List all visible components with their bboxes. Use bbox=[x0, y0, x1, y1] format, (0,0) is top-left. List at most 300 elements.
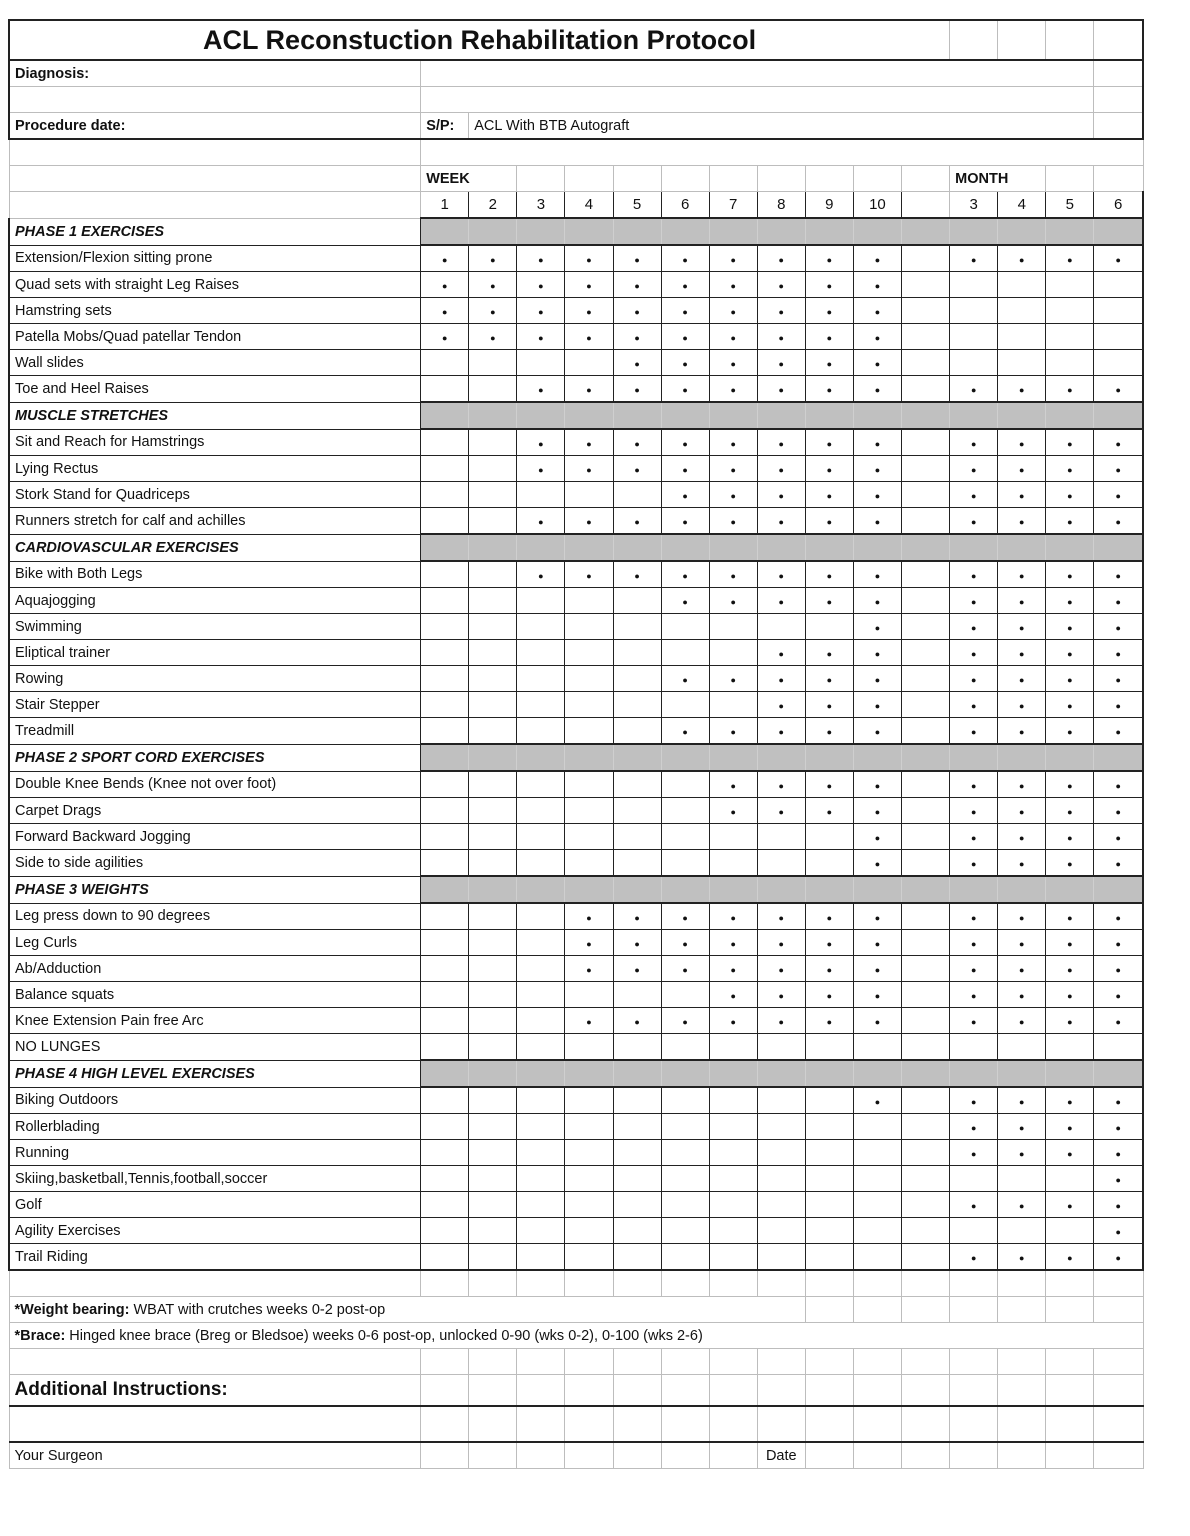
scheduled-dot-icon bbox=[1046, 245, 1094, 272]
scheduled-dot-icon bbox=[853, 324, 901, 350]
exercise-row bbox=[9, 850, 1143, 877]
column-gap bbox=[901, 192, 949, 219]
column-gap bbox=[901, 982, 949, 1008]
scheduled-dot-icon bbox=[613, 1008, 661, 1034]
sp-value[interactable]: ACL With BTB Autograft bbox=[469, 113, 1094, 140]
section-shade bbox=[1094, 1060, 1143, 1087]
scheduled-dot-icon bbox=[853, 930, 901, 956]
scheduled-dot-icon bbox=[950, 561, 998, 588]
column-gap bbox=[901, 508, 949, 535]
scheduled-dot-icon bbox=[1094, 1192, 1143, 1218]
empty-cell bbox=[853, 1218, 901, 1244]
scheduled-dot-icon bbox=[613, 429, 661, 456]
section-shade bbox=[901, 876, 949, 903]
section-title: CARDIOVASCULAR EXERCISES bbox=[9, 534, 421, 561]
scheduled-dot-icon bbox=[661, 1008, 709, 1034]
column-gap bbox=[901, 1087, 949, 1114]
empty-cell bbox=[469, 614, 517, 640]
scheduled-dot-icon bbox=[757, 903, 805, 930]
section-shade bbox=[998, 876, 1046, 903]
scheduled-dot-icon bbox=[950, 614, 998, 640]
protocol-sheet bbox=[8, 19, 1144, 1469]
exercise-label: Extension/Flexion sitting prone bbox=[9, 245, 421, 272]
scheduled-dot-icon bbox=[805, 956, 853, 982]
scheduled-dot-icon bbox=[1094, 771, 1143, 798]
empty-cell bbox=[421, 692, 469, 718]
scheduled-dot-icon bbox=[805, 798, 853, 824]
scheduled-dot-icon bbox=[1094, 429, 1143, 456]
scheduled-dot-icon bbox=[805, 930, 853, 956]
empty-cell bbox=[613, 1218, 661, 1244]
scheduled-dot-icon bbox=[853, 245, 901, 272]
exercise-label: Trail Riding bbox=[9, 1244, 421, 1271]
empty-cell bbox=[469, 508, 517, 535]
scheduled-dot-icon bbox=[661, 272, 709, 298]
column-gap bbox=[901, 718, 949, 745]
section-shade bbox=[661, 218, 709, 245]
exercise-label: Rowing bbox=[9, 666, 421, 692]
scheduled-dot-icon bbox=[805, 588, 853, 614]
empty-cell bbox=[950, 298, 998, 324]
empty-cell bbox=[421, 588, 469, 614]
exercise-row bbox=[9, 376, 1143, 403]
diagnosis-label: Diagnosis: bbox=[9, 60, 421, 87]
empty-cell bbox=[950, 350, 998, 376]
scheduled-dot-icon bbox=[998, 824, 1046, 850]
scheduled-dot-icon bbox=[950, 456, 998, 482]
exercise-label: Ab/Adduction bbox=[9, 956, 421, 982]
scheduled-dot-icon bbox=[709, 718, 757, 745]
section-shade bbox=[613, 218, 661, 245]
exercise-row bbox=[9, 614, 1143, 640]
empty-cell bbox=[661, 1192, 709, 1218]
scheduled-dot-icon bbox=[950, 824, 998, 850]
empty-cell bbox=[421, 482, 469, 508]
scheduled-dot-icon bbox=[998, 771, 1046, 798]
scheduled-dot-icon bbox=[950, 508, 998, 535]
scheduled-dot-icon bbox=[517, 245, 565, 272]
additional-instructions-field[interactable] bbox=[9, 1406, 421, 1442]
exercise-row bbox=[9, 350, 1143, 376]
section-shade bbox=[469, 402, 517, 429]
scheduled-dot-icon bbox=[421, 298, 469, 324]
scheduled-dot-icon bbox=[805, 666, 853, 692]
empty-cell bbox=[565, 982, 613, 1008]
column-gap bbox=[901, 1114, 949, 1140]
section-shade bbox=[469, 876, 517, 903]
section-shade bbox=[469, 534, 517, 561]
column-gap bbox=[901, 1218, 949, 1244]
exercise-label: Forward Backward Jogging bbox=[9, 824, 421, 850]
week-number-7: 7 bbox=[709, 192, 757, 219]
scheduled-dot-icon bbox=[1046, 508, 1094, 535]
section-shade bbox=[1046, 876, 1094, 903]
scheduled-dot-icon bbox=[1094, 456, 1143, 482]
empty-cell bbox=[805, 1244, 853, 1271]
section-shade bbox=[709, 402, 757, 429]
scheduled-dot-icon bbox=[998, 930, 1046, 956]
empty-cell bbox=[805, 1114, 853, 1140]
month-number-3: 3 bbox=[950, 192, 998, 219]
empty-cell bbox=[517, 1166, 565, 1192]
section-shade bbox=[661, 402, 709, 429]
column-gap bbox=[901, 640, 949, 666]
empty-cell bbox=[565, 1087, 613, 1114]
empty-cell bbox=[757, 1244, 805, 1271]
empty-cell bbox=[421, 666, 469, 692]
date-label: Date bbox=[757, 1442, 805, 1469]
scheduled-dot-icon bbox=[1046, 982, 1094, 1008]
empty-cell bbox=[757, 1218, 805, 1244]
empty-cell bbox=[998, 272, 1046, 298]
exercise-label: Knee Extension Pain free Arc bbox=[9, 1008, 421, 1034]
scheduled-dot-icon bbox=[661, 718, 709, 745]
exercise-label: Side to side agilities bbox=[9, 850, 421, 877]
column-gap bbox=[901, 666, 949, 692]
scheduled-dot-icon bbox=[1046, 1114, 1094, 1140]
empty-cell bbox=[757, 1166, 805, 1192]
empty-cell bbox=[757, 1140, 805, 1166]
exercise-row bbox=[9, 982, 1143, 1008]
scheduled-dot-icon bbox=[613, 956, 661, 982]
exercise-row bbox=[9, 1166, 1143, 1192]
empty-cell bbox=[950, 1166, 998, 1192]
empty-cell bbox=[517, 666, 565, 692]
diagnosis-field[interactable] bbox=[421, 60, 1094, 87]
empty-cell bbox=[661, 1140, 709, 1166]
month-number-6: 6 bbox=[1094, 192, 1143, 219]
scheduled-dot-icon bbox=[950, 903, 998, 930]
empty-cell bbox=[421, 771, 469, 798]
scheduled-dot-icon bbox=[853, 850, 901, 877]
empty-cell bbox=[469, 1114, 517, 1140]
exercise-row bbox=[9, 324, 1143, 350]
exercise-row bbox=[9, 903, 1143, 930]
section-shade bbox=[950, 744, 998, 771]
section-shade bbox=[469, 218, 517, 245]
diagnosis-field-line2[interactable] bbox=[9, 87, 421, 113]
section-shade bbox=[950, 534, 998, 561]
empty-cell bbox=[565, 1192, 613, 1218]
empty-cell bbox=[805, 614, 853, 640]
empty-cell bbox=[757, 1034, 805, 1061]
scheduled-dot-icon bbox=[853, 482, 901, 508]
column-gap bbox=[901, 1244, 949, 1271]
scheduled-dot-icon bbox=[1094, 1087, 1143, 1114]
scheduled-dot-icon bbox=[661, 245, 709, 272]
exercise-row bbox=[9, 930, 1143, 956]
section-shade bbox=[469, 1060, 517, 1087]
section-shade bbox=[805, 876, 853, 903]
week-number-6: 6 bbox=[661, 192, 709, 219]
scheduled-dot-icon bbox=[853, 824, 901, 850]
section-shade bbox=[517, 876, 565, 903]
column-gap bbox=[901, 956, 949, 982]
scheduled-dot-icon bbox=[1094, 561, 1143, 588]
exercise-row bbox=[9, 245, 1143, 272]
empty-cell bbox=[469, 798, 517, 824]
scheduled-dot-icon bbox=[421, 245, 469, 272]
scheduled-dot-icon bbox=[853, 272, 901, 298]
scheduled-dot-icon bbox=[709, 930, 757, 956]
empty-cell bbox=[517, 588, 565, 614]
empty-cell bbox=[757, 850, 805, 877]
section-title: PHASE 1 EXERCISES bbox=[9, 218, 421, 245]
empty-cell bbox=[661, 614, 709, 640]
empty-cell bbox=[853, 1034, 901, 1061]
section-shade bbox=[1094, 876, 1143, 903]
empty-cell bbox=[565, 1034, 613, 1061]
empty-cell bbox=[517, 824, 565, 850]
empty-cell bbox=[565, 718, 613, 745]
exercise-row bbox=[9, 718, 1143, 745]
section-shade bbox=[517, 402, 565, 429]
empty-cell bbox=[469, 482, 517, 508]
scheduled-dot-icon bbox=[998, 508, 1046, 535]
scheduled-dot-icon bbox=[998, 1244, 1046, 1271]
scheduled-dot-icon bbox=[1046, 561, 1094, 588]
scheduled-dot-icon bbox=[709, 561, 757, 588]
scheduled-dot-icon bbox=[709, 666, 757, 692]
scheduled-dot-icon bbox=[1094, 1114, 1143, 1140]
empty-cell bbox=[613, 824, 661, 850]
scheduled-dot-icon bbox=[853, 376, 901, 403]
empty-cell bbox=[421, 640, 469, 666]
protocol-table bbox=[8, 19, 1144, 1469]
exercise-label: Leg Curls bbox=[9, 930, 421, 956]
section-shade bbox=[1046, 744, 1094, 771]
empty-cell bbox=[709, 1034, 757, 1061]
scheduled-dot-icon bbox=[805, 982, 853, 1008]
empty-cell bbox=[853, 1114, 901, 1140]
section-header bbox=[9, 218, 1143, 245]
scheduled-dot-icon bbox=[1094, 482, 1143, 508]
scheduled-dot-icon bbox=[757, 508, 805, 535]
empty-cell bbox=[613, 614, 661, 640]
empty-cell bbox=[421, 903, 469, 930]
month-label: MONTH bbox=[950, 166, 1046, 192]
empty-cell bbox=[517, 798, 565, 824]
scheduled-dot-icon bbox=[853, 666, 901, 692]
empty-cell bbox=[421, 850, 469, 877]
exercise-label: Hamstring sets bbox=[9, 298, 421, 324]
section-title: PHASE 4 HIGH LEVEL EXERCISES bbox=[9, 1060, 421, 1087]
scheduled-dot-icon bbox=[950, 245, 998, 272]
empty-cell bbox=[565, 824, 613, 850]
empty-cell bbox=[517, 1114, 565, 1140]
empty-cell bbox=[565, 1114, 613, 1140]
scheduled-dot-icon bbox=[853, 771, 901, 798]
section-shade bbox=[1046, 534, 1094, 561]
empty-cell bbox=[469, 1087, 517, 1114]
section-shade bbox=[853, 876, 901, 903]
empty-cell bbox=[565, 588, 613, 614]
empty-cell bbox=[517, 1087, 565, 1114]
empty-cell bbox=[565, 1140, 613, 1166]
section-shade bbox=[661, 876, 709, 903]
empty-cell bbox=[613, 850, 661, 877]
scheduled-dot-icon bbox=[1094, 508, 1143, 535]
exercise-label: Balance squats bbox=[9, 982, 421, 1008]
scheduled-dot-icon bbox=[517, 456, 565, 482]
exercise-label: Swimming bbox=[9, 614, 421, 640]
empty-cell bbox=[517, 1008, 565, 1034]
scheduled-dot-icon bbox=[1046, 930, 1094, 956]
empty-cell bbox=[469, 1140, 517, 1166]
section-shade bbox=[853, 1060, 901, 1087]
scheduled-dot-icon bbox=[805, 376, 853, 403]
scheduled-dot-icon bbox=[998, 456, 1046, 482]
empty-cell bbox=[613, 798, 661, 824]
empty-cell bbox=[421, 508, 469, 535]
scheduled-dot-icon bbox=[565, 561, 613, 588]
scheduled-dot-icon bbox=[805, 245, 853, 272]
empty-cell bbox=[421, 1166, 469, 1192]
scheduled-dot-icon bbox=[613, 561, 661, 588]
empty-cell bbox=[613, 482, 661, 508]
section-shade bbox=[613, 402, 661, 429]
scheduled-dot-icon bbox=[998, 588, 1046, 614]
scheduled-dot-icon bbox=[661, 930, 709, 956]
exercise-label: Double Knee Bends (Knee not over foot) bbox=[9, 771, 421, 798]
section-shade bbox=[998, 1060, 1046, 1087]
empty-cell bbox=[565, 482, 613, 508]
scheduled-dot-icon bbox=[757, 640, 805, 666]
section-shade bbox=[613, 1060, 661, 1087]
scheduled-dot-icon bbox=[950, 640, 998, 666]
column-gap bbox=[901, 771, 949, 798]
empty-cell bbox=[469, 771, 517, 798]
scheduled-dot-icon bbox=[757, 245, 805, 272]
section-header bbox=[9, 402, 1143, 429]
empty-cell bbox=[709, 1192, 757, 1218]
empty-cell bbox=[565, 771, 613, 798]
scheduled-dot-icon bbox=[1094, 1166, 1143, 1192]
scheduled-dot-icon bbox=[613, 298, 661, 324]
empty-cell bbox=[565, 1244, 613, 1271]
empty-cell bbox=[661, 771, 709, 798]
column-gap bbox=[901, 482, 949, 508]
empty-cell bbox=[421, 956, 469, 982]
scheduled-dot-icon bbox=[998, 1140, 1046, 1166]
empty-cell bbox=[469, 982, 517, 1008]
scheduled-dot-icon bbox=[950, 666, 998, 692]
scheduled-dot-icon bbox=[950, 1192, 998, 1218]
exercise-label: Leg press down to 90 degrees bbox=[9, 903, 421, 930]
section-shade bbox=[950, 402, 998, 429]
empty-cell bbox=[661, 1034, 709, 1061]
scheduled-dot-icon bbox=[1046, 614, 1094, 640]
section-shade bbox=[709, 218, 757, 245]
brace-note bbox=[9, 1323, 1143, 1349]
empty-cell bbox=[709, 614, 757, 640]
scheduled-dot-icon bbox=[853, 692, 901, 718]
empty-cell bbox=[421, 350, 469, 376]
scheduled-dot-icon bbox=[565, 1008, 613, 1034]
section-shade bbox=[421, 218, 469, 245]
empty-cell bbox=[469, 1166, 517, 1192]
scheduled-dot-icon bbox=[998, 482, 1046, 508]
exercise-label: Quad sets with straight Leg Raises bbox=[9, 272, 421, 298]
exercise-label: Agility Exercises bbox=[9, 1218, 421, 1244]
empty-cell bbox=[565, 614, 613, 640]
exercise-label: Runners stretch for calf and achilles bbox=[9, 508, 421, 535]
section-shade bbox=[757, 1060, 805, 1087]
column-gap bbox=[901, 376, 949, 403]
column-gap bbox=[901, 456, 949, 482]
empty-cell bbox=[469, 1008, 517, 1034]
column-gap bbox=[901, 1166, 949, 1192]
scheduled-dot-icon bbox=[805, 482, 853, 508]
scheduled-dot-icon bbox=[661, 298, 709, 324]
scheduled-dot-icon bbox=[757, 1008, 805, 1034]
scheduled-dot-icon bbox=[661, 429, 709, 456]
exercise-row bbox=[9, 666, 1143, 692]
scheduled-dot-icon bbox=[805, 324, 853, 350]
scheduled-dot-icon bbox=[565, 508, 613, 535]
empty-cell bbox=[565, 1218, 613, 1244]
empty-cell bbox=[1094, 1034, 1143, 1061]
exercise-row bbox=[9, 298, 1143, 324]
empty-cell bbox=[517, 903, 565, 930]
empty-cell bbox=[469, 824, 517, 850]
column-gap bbox=[901, 1140, 949, 1166]
empty-cell bbox=[661, 1244, 709, 1271]
section-shade bbox=[469, 744, 517, 771]
scheduled-dot-icon bbox=[1094, 956, 1143, 982]
scheduled-dot-icon bbox=[805, 508, 853, 535]
scheduled-dot-icon bbox=[421, 324, 469, 350]
empty-cell bbox=[661, 692, 709, 718]
empty-cell bbox=[469, 1034, 517, 1061]
week-number-5: 5 bbox=[613, 192, 661, 219]
section-shade bbox=[757, 744, 805, 771]
empty-cell bbox=[469, 376, 517, 403]
exercise-label: Stair Stepper bbox=[9, 692, 421, 718]
empty-cell bbox=[469, 903, 517, 930]
empty-cell bbox=[613, 771, 661, 798]
section-header bbox=[9, 876, 1143, 903]
scheduled-dot-icon bbox=[709, 429, 757, 456]
section-header bbox=[9, 744, 1143, 771]
section-shade bbox=[661, 534, 709, 561]
scheduled-dot-icon bbox=[517, 429, 565, 456]
empty-cell bbox=[661, 1114, 709, 1140]
exercise-row bbox=[9, 1008, 1143, 1034]
scheduled-dot-icon bbox=[1094, 614, 1143, 640]
weight-bearing-label: *Weight bearing: bbox=[14, 1301, 130, 1318]
scheduled-dot-icon bbox=[1046, 956, 1094, 982]
exercise-row bbox=[9, 456, 1143, 482]
empty-cell bbox=[757, 1087, 805, 1114]
empty-cell bbox=[1046, 324, 1094, 350]
scheduled-dot-icon bbox=[853, 298, 901, 324]
section-shade bbox=[805, 1060, 853, 1087]
empty-cell bbox=[998, 298, 1046, 324]
exercise-label: Biking Outdoors bbox=[9, 1087, 421, 1114]
empty-cell bbox=[421, 798, 469, 824]
scheduled-dot-icon bbox=[517, 508, 565, 535]
empty-cell bbox=[517, 692, 565, 718]
exercise-label: Carpet Drags bbox=[9, 798, 421, 824]
empty-cell bbox=[805, 1166, 853, 1192]
scheduled-dot-icon bbox=[613, 245, 661, 272]
empty-cell bbox=[805, 1192, 853, 1218]
empty-cell bbox=[1094, 298, 1143, 324]
section-shade bbox=[805, 534, 853, 561]
scheduled-dot-icon bbox=[757, 298, 805, 324]
empty-cell bbox=[1046, 1218, 1094, 1244]
